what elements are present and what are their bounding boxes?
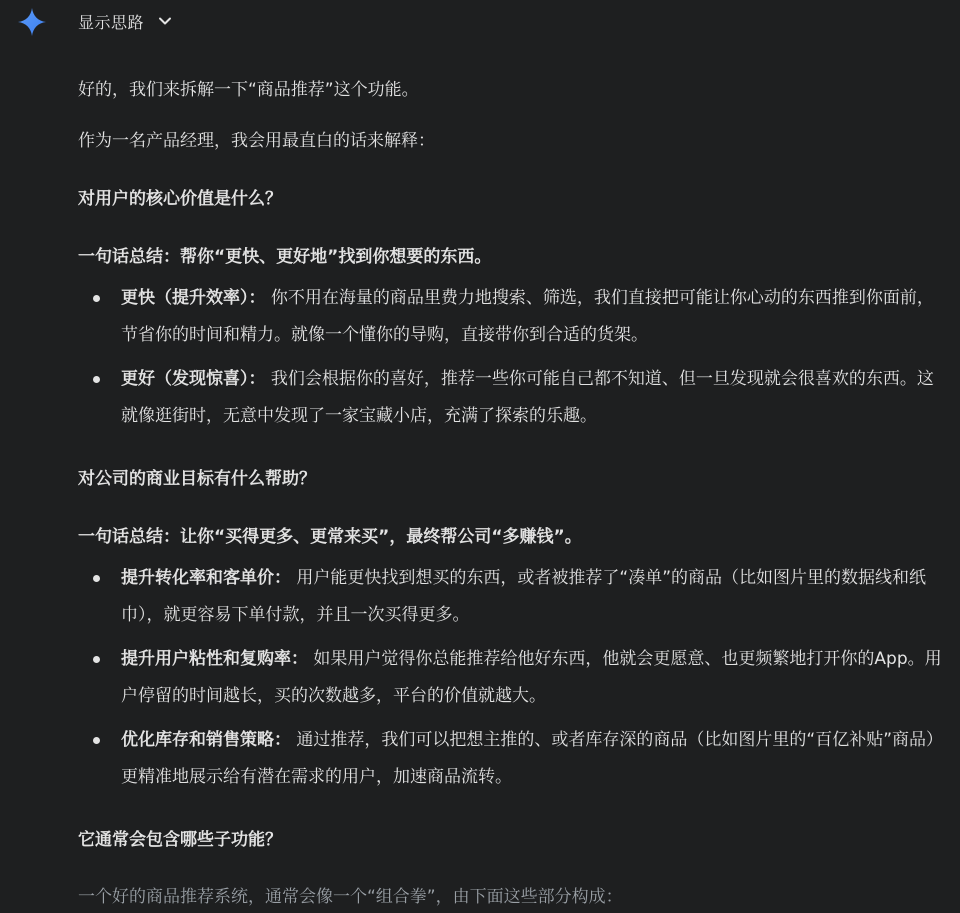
list-item <box>78 361 948 435</box>
section-2-summary: 一句话总结：让你“买得更多、更常来买”，最终帮公司“多赚钱”。 <box>78 527 582 547</box>
list-item-text: 通过推荐，我们可以把想主推的、或者库存深的商品（比如图片里的“百亿补贴”商品）更精准地展示给有潜在需求的用户，加速商品流转。 <box>121 730 944 787</box>
gemini-sparkle-icon <box>17 7 47 37</box>
list-item <box>78 560 948 634</box>
list-item-label: 提升转化率和客单价： <box>121 568 291 588</box>
list-item-label: 优化库存和销售策略： <box>121 730 291 750</box>
section-3-heading: 它通常会包含哪些子功能？ <box>78 830 282 850</box>
list-item-text: 你不用在海量的商品里费力地搜索、筛选，我们直接把可能让你心动的东西推到你面前，节省你的时间和精力。就像一个懂你的导购，直接带你到合适的货架。 <box>121 288 934 345</box>
bullet-icon <box>93 575 100 582</box>
list-item-label: 更好（发现惊喜）： <box>121 369 266 389</box>
show-thinking-toggle[interactable] <box>78 9 172 33</box>
list-item <box>78 280 948 354</box>
list-item-label: 提升用户粘性和复购率： <box>121 649 308 669</box>
section-1-list <box>78 280 948 435</box>
list-item-text: 如果用户觉得你总能推荐给他好东西，他就会更愿意、也更频繁地打开你的App。用户停留的时间越长，买的次数越多，平台的价值就越大。 <box>121 649 942 706</box>
section-1-heading: 对用户的核心价值是什么？ <box>78 189 282 209</box>
show-thinking-label: 显示思路 <box>78 12 145 32</box>
intro-line-2: 作为一名产品经理，我会用最直白的话来解释： <box>78 131 435 151</box>
section-2-heading: 对公司的商业目标有什么帮助？ <box>78 469 316 489</box>
bullet-icon <box>93 656 100 663</box>
chevron-down-icon <box>158 14 172 28</box>
section-3-intro: 一个好的商品推荐系统，通常会像一个“组合拳”，由下面这些部分构成： <box>78 887 623 907</box>
list-item <box>78 641 948 715</box>
intro-line-1: 好的，我们来拆解一下“商品推荐”这个功能。 <box>78 80 419 100</box>
response-header <box>0 0 960 42</box>
list-item-label: 更快（提升效率）： <box>121 288 266 308</box>
list-item-text: 用户能更快找到想买的东西，或者被推荐了“凑单”的商品（比如图片里的数据线和纸巾），就更容易下单付款，并且一次买得更多。 <box>121 568 927 625</box>
bullet-icon <box>93 376 100 383</box>
list-item <box>78 722 948 796</box>
bullet-icon <box>93 295 100 302</box>
section-2-list <box>78 560 948 796</box>
list-item-text: 我们会根据你的喜好，推荐一些你可能自己都不知道、但一旦发现就会很喜欢的东西。这就像逛街时，无意中发现了一家宝藏小店，充满了探索的乐趣。 <box>121 369 934 426</box>
section-1-summary: 一句话总结：帮你“更快、更好地”找到你想要的东西。 <box>78 247 492 267</box>
response-body <box>78 77 948 911</box>
bullet-icon <box>93 737 100 744</box>
